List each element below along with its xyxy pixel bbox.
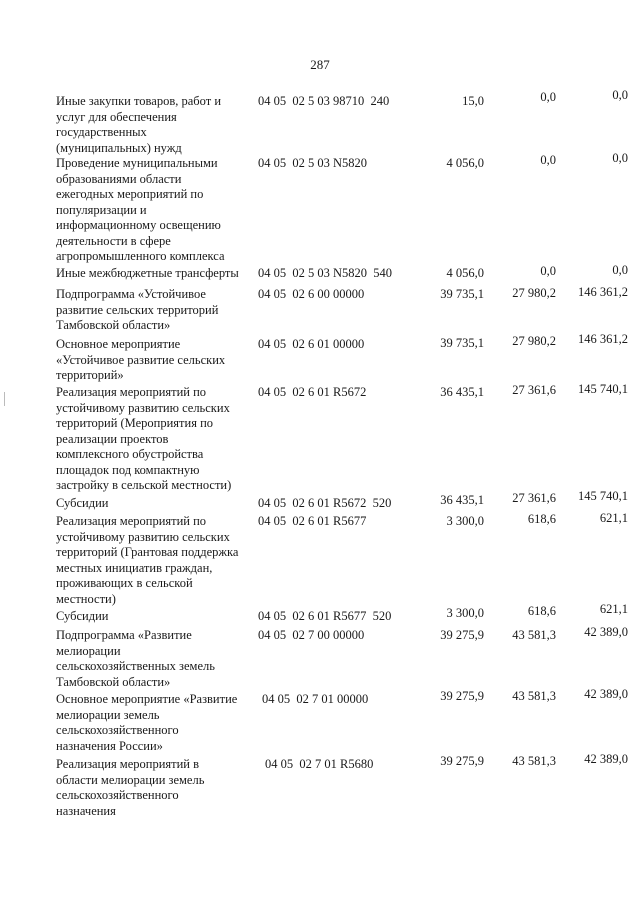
row-value-1: 3 300,0 bbox=[446, 606, 484, 620]
row-value-2: 618,6 bbox=[527, 604, 556, 618]
row-value-3: 145 740,1 bbox=[578, 489, 628, 503]
row-name: Основное мероприятие «Устойчивое развитие сельских территорий» bbox=[56, 337, 226, 382]
row-value-1: 15,0 bbox=[462, 94, 484, 108]
row-name: Иные закупки товаров, работ и услуг для обеспечения государственных (муниципальных) нужд bbox=[56, 94, 222, 155]
row-code: 04 05 02 5 03 N5820 540 bbox=[258, 266, 393, 280]
row-value-2: 43 581,3 bbox=[512, 754, 556, 768]
row-value-3: 0,0 bbox=[612, 88, 628, 102]
row-value-2: 0,0 bbox=[540, 90, 556, 104]
row-code: 04 05 02 5 03 98710 240 bbox=[258, 94, 390, 108]
row-value-2: 43 581,3 bbox=[512, 689, 556, 703]
row-value-1: 4 056,0 bbox=[446, 266, 484, 280]
row-value-3: 0,0 bbox=[612, 263, 628, 277]
row-value-1: 36 435,1 bbox=[440, 493, 484, 507]
page-number: 287 bbox=[310, 57, 330, 72]
row-value-1: 3 300,0 bbox=[446, 514, 484, 528]
row-code: 04 05 02 6 00 00000 bbox=[258, 287, 365, 301]
row-name: Субсидии bbox=[56, 496, 109, 510]
row-name: Реализация мероприятий в области мелиорации земель сельскохозяйственного назначения bbox=[56, 757, 205, 818]
row-value-3: 42 389,0 bbox=[584, 687, 628, 701]
row-value-1: 4 056,0 bbox=[446, 156, 484, 170]
row-value-3: 145 740,1 bbox=[578, 382, 628, 396]
row-value-2: 27 980,2 bbox=[512, 334, 556, 348]
row-value-2: 27 361,6 bbox=[512, 491, 556, 505]
row-value-3: 146 361,2 bbox=[578, 285, 628, 299]
row-value-2: 27 980,2 bbox=[512, 286, 556, 300]
row-value-3: 621,1 bbox=[599, 602, 628, 616]
row-name: Проведение муниципальными образованиями области ежегодных мероприятий по популяризации и информационному освещению деятельности в сфере агропромышленного комплекса bbox=[56, 156, 225, 263]
row-value-1: 36 435,1 bbox=[440, 385, 484, 399]
row-code: 04 05 02 5 03 N5820 bbox=[258, 156, 368, 170]
row-value-1: 39 275,9 bbox=[440, 754, 484, 768]
left-edge-mark bbox=[4, 392, 5, 406]
row-name: Субсидии bbox=[56, 609, 109, 623]
row-code: 04 05 02 6 01 R5672 bbox=[258, 385, 367, 399]
row-code: 04 05 02 7 01 R5680 bbox=[265, 757, 374, 771]
row-value-2: 0,0 bbox=[540, 153, 556, 167]
row-name: Основное мероприятие «Развитие мелиорации земель сельскохозяйственного назначения России» bbox=[56, 692, 238, 753]
row-name: Реализация мероприятий по устойчивому развитию сельских территорий (Мероприятия по реализации проектов комплексного обустройства площадок под компактную застройку в сельской местности) bbox=[56, 385, 232, 492]
row-value-1: 39 735,1 bbox=[440, 287, 484, 301]
row-value-1: 39 275,9 bbox=[440, 628, 484, 642]
row-value-1: 39 735,1 bbox=[440, 336, 484, 350]
row-value-3: 42 389,0 bbox=[584, 625, 628, 639]
row-code: 04 05 02 7 01 00000 bbox=[262, 692, 369, 706]
row-code: 04 05 02 7 00 00000 bbox=[258, 628, 365, 642]
row-code: 04 05 02 6 01 R5672 520 bbox=[258, 496, 392, 510]
row-value-3: 621,1 bbox=[599, 511, 628, 525]
row-value-1: 39 275,9 bbox=[440, 689, 484, 703]
row-value-2: 0,0 bbox=[540, 264, 556, 278]
row-value-2: 618,6 bbox=[527, 512, 556, 526]
row-name: Подпрограмма «Развитие мелиорации сельскохозяйственных земель Тамбовской области» bbox=[56, 628, 215, 689]
row-code: 04 05 02 6 01 00000 bbox=[258, 337, 365, 351]
row-name: Подпрограмма «Устойчивое развитие сельских территорий Тамбовской области» bbox=[56, 287, 219, 332]
row-code: 04 05 02 6 01 R5677 bbox=[258, 514, 367, 528]
row-code: 04 05 02 6 01 R5677 520 bbox=[258, 609, 392, 623]
row-name: Иные межбюджетные трансферты bbox=[56, 266, 239, 280]
row-value-3: 0,0 bbox=[612, 151, 628, 165]
row-value-2: 43 581,3 bbox=[512, 628, 556, 642]
row-name: Реализация мероприятий по устойчивому развитию сельских территорий (Грантовая поддержка местных инициатив граждан, проживающих в сельской местности) bbox=[56, 514, 239, 606]
row-value-3: 146 361,2 bbox=[578, 332, 628, 346]
row-value-2: 27 361,6 bbox=[512, 383, 556, 397]
row-value-3: 42 389,0 bbox=[584, 752, 628, 766]
